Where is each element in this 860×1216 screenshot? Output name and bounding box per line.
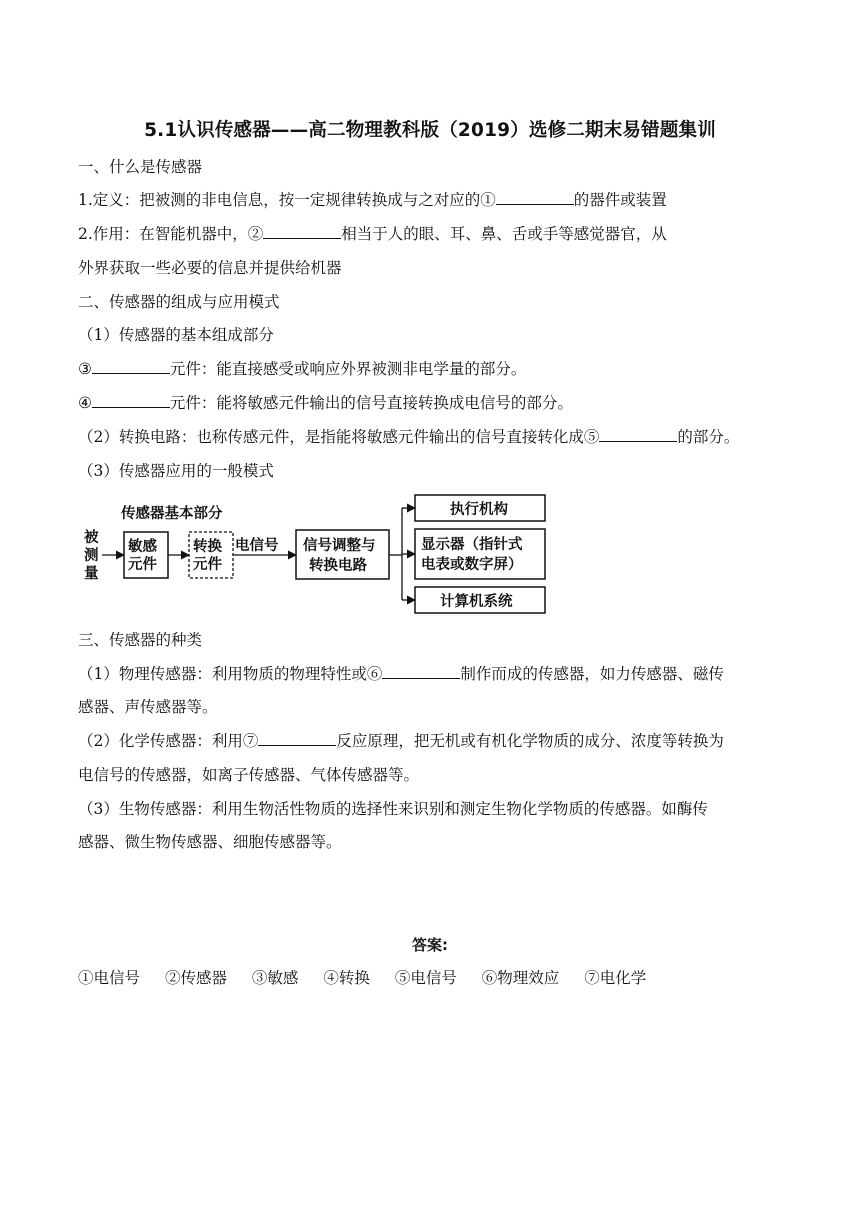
answer-item: ⑤电信号 [394, 969, 457, 987]
diagram-svg [80, 492, 550, 616]
circuit-label-1: 信号调整与 [303, 538, 376, 554]
answer-item: ④转换 [323, 969, 370, 987]
blank-4 [92, 393, 170, 408]
answer-item: ③敏感 [251, 969, 299, 987]
chemical-sensor-text: （2）化学传感器：利用⑦ [78, 732, 259, 750]
sensor-application-diagram [80, 492, 550, 616]
section-3-heading: 三、传感器的种类 [78, 631, 203, 649]
chemical-sensor-text-end: 反应原理，把无机或有机化学物质的成分、浓度等转换为 [336, 732, 724, 750]
answer-item: ⑥物理效应 [481, 969, 560, 987]
blank-6 [382, 664, 460, 679]
physical-sensor-line-cont: 感器、声传感器等。 [78, 698, 218, 716]
blank-5 [599, 427, 677, 442]
definition-text: 1.定义：把被测的非电信息，按一定规律转换成与之对应的① [78, 191, 496, 209]
circle-4: ④ [78, 394, 92, 412]
physical-sensor-line [78, 664, 724, 684]
input-label-3: 量 [84, 566, 99, 582]
section-1-heading: 一、什么是传感器 [78, 158, 203, 176]
conversion-circuit-text: （2）转换电路：也称传感元件，是指能将敏感元件输出的信号直接转化成⑤ [78, 428, 600, 446]
physical-sensor-text: （1）物理传感器：利用物质的物理特性或⑥ [78, 665, 383, 683]
conversion-circuit-line [78, 427, 739, 447]
blank-7 [258, 731, 336, 746]
input-label-1: 被 [84, 530, 99, 546]
conversion-element-text: 元件：能将敏感元件输出的信号直接转换成电信号的部分。 [169, 394, 573, 412]
conversion-element-line [78, 393, 573, 413]
convert-label-1: 转换 [193, 539, 222, 555]
definition-line [78, 190, 667, 210]
application-mode-heading: （3）传感器应用的一般模式 [78, 462, 274, 480]
blank-1 [496, 190, 574, 205]
display-label-1: 显示器（指针式 [421, 537, 523, 553]
blank-3 [92, 359, 170, 374]
convert-label-2: 元件 [193, 557, 222, 573]
section-2-heading: 二、传感器的组成与应用模式 [78, 293, 280, 311]
physical-sensor-text-end: 制作而成的传感器，如力传感器、磁传 [460, 665, 724, 683]
definition-text-end: 的器件或装置 [573, 191, 667, 209]
function-line-cont: 外界获取一些必要的信息并提供给机器 [78, 259, 342, 277]
display-label-2: 电表或数字屏） [421, 557, 523, 573]
function-text: 2.作用：在智能机器中，② [78, 225, 264, 243]
electric-signal-label: 电信号 [235, 538, 279, 554]
chemical-sensor-line-cont: 电信号的传感器，如离子传感器、气体传感器等。 [78, 766, 420, 784]
chemical-sensor-line [78, 731, 724, 751]
circuit-label-2: 转换电路 [309, 558, 367, 574]
function-text-end: 相当于人的眼、耳、鼻、舌或手等感觉器官，从 [341, 225, 667, 243]
answer-item: ⑦电化学 [584, 969, 647, 987]
sensitive-label-1: 敏感 [128, 539, 157, 555]
sensitive-label-2: 元件 [128, 557, 157, 573]
answers-list [78, 966, 666, 988]
answers-heading: 答案: [412, 936, 448, 954]
circle-3: ③ [78, 360, 92, 378]
bio-sensor-line-cont: 感器、微生物传感器、细胞传感器等。 [78, 833, 342, 851]
basic-parts-heading: （1）传感器的基本组成部分 [78, 326, 274, 344]
group-label: 传感器基本部分 [121, 506, 223, 522]
answer-item: ①电信号 [78, 969, 141, 987]
document-title: 5.1认识传感器——高二物理教科版（2019）选修二期末易错题集训 [144, 120, 716, 141]
blank-2 [263, 224, 341, 239]
sensitive-element-line [78, 359, 526, 379]
conversion-circuit-text-end: 的部分。 [677, 428, 740, 446]
actuator-label: 执行机构 [450, 502, 508, 518]
computer-system-label: 计算机系统 [440, 594, 513, 610]
answer-item: ②传感器 [164, 969, 227, 987]
input-label-2: 测 [84, 548, 99, 564]
bio-sensor-line: （3）生物传感器：利用生物活性物质的选择性来识别和测定生物化学物质的传感器。如酶传 [78, 800, 708, 818]
function-line [78, 224, 667, 244]
sensitive-element-text: 元件：能直接感受或响应外界被测非电学量的部分。 [169, 360, 527, 378]
